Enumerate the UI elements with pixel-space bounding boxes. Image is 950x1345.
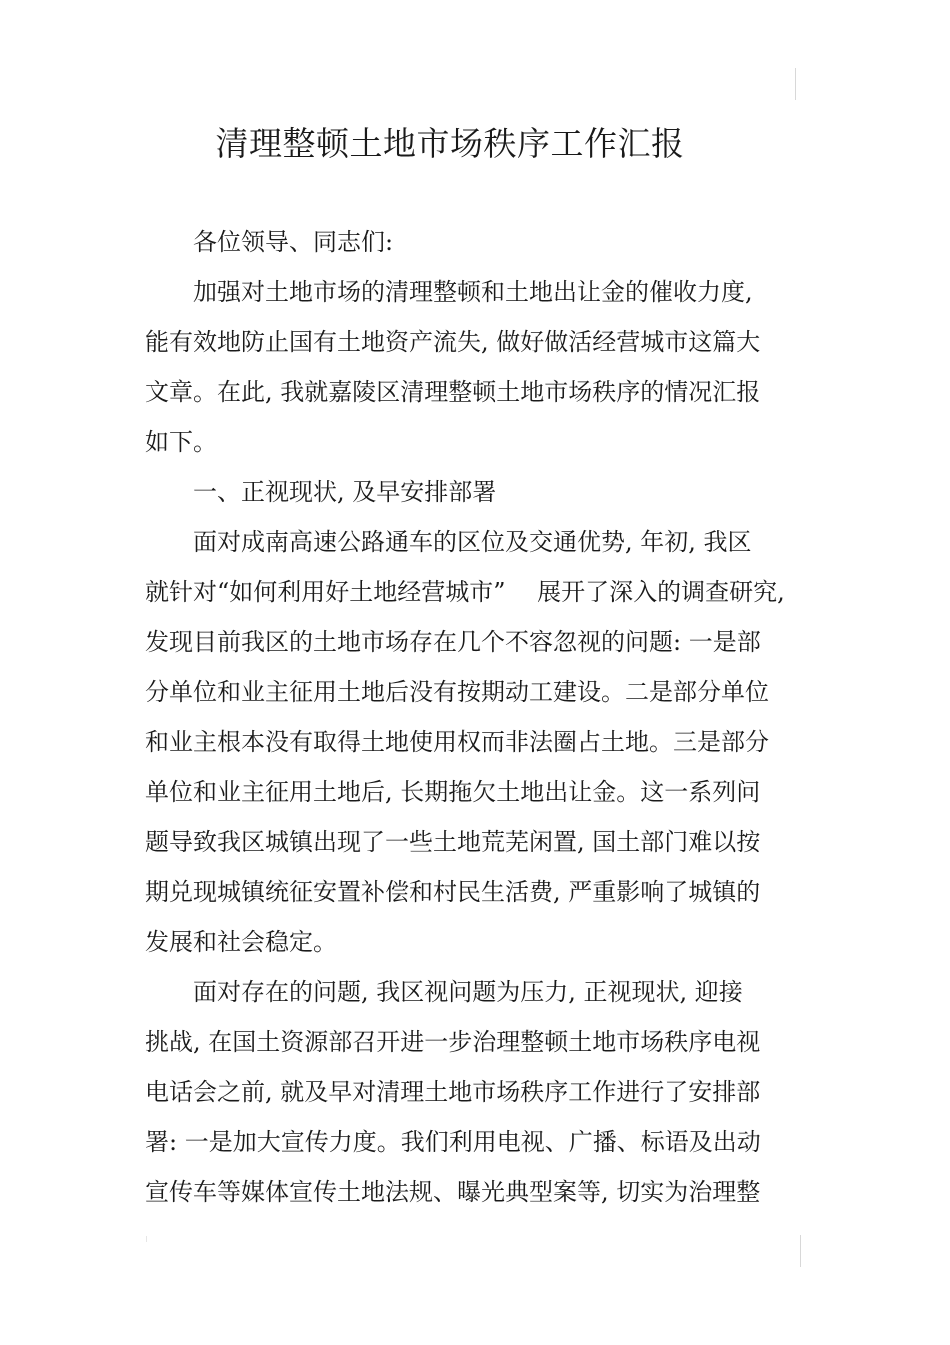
page-corner-mark bbox=[800, 1235, 801, 1267]
page-corner-mark bbox=[795, 68, 796, 100]
paragraph-line: 就针对“如何利用好土地经营城市” 展开了深入的调查研究, bbox=[145, 578, 785, 606]
document-title: 清理整顿土地市场秩序工作汇报 bbox=[215, 124, 685, 163]
page-corner-mark bbox=[146, 1236, 147, 1242]
paragraph-line: 电话会之前, 就及早对清理土地市场秩序工作进行了安排部 bbox=[145, 1078, 761, 1106]
paragraph-line: 发展和社会稳定。 bbox=[145, 928, 337, 956]
section-heading: 一、正视现状, 及早安排部署 bbox=[193, 478, 497, 506]
paragraph-line: 宣传车等媒体宣传土地法规、曝光典型案等, 切实为治理整 bbox=[145, 1178, 761, 1206]
paragraph-line: 期兑现城镇统征安置补偿和村民生活费, 严重影响了城镇的 bbox=[145, 878, 761, 906]
paragraph-line: 加强对土地市场的清理整顿和土地出让金的催收力度, bbox=[193, 278, 753, 306]
paragraph-line: 单位和业主征用土地后, 长期拖欠土地出让金。这一系列问 bbox=[145, 778, 761, 806]
paragraph-line: 和业主根本没有取得土地使用权而非法圈占土地。三是部分 bbox=[145, 728, 769, 756]
paragraph-line: 发现目前我区的土地市场存在几个不容忽视的问题: 一是部 bbox=[145, 628, 761, 656]
paragraph-line: 如下。 bbox=[145, 428, 217, 456]
paragraph-line: 署: 一是加大宣传力度。我们利用电视、广播、标语及出动 bbox=[145, 1128, 761, 1156]
paragraph-line: 分单位和业主征用土地后没有按期动工建设。二是部分单位 bbox=[145, 678, 769, 706]
paragraph-line: 挑战, 在国土资源部召开进一步治理整顿土地市场秩序电视 bbox=[145, 1028, 761, 1056]
paragraph-line: 面对成南高速公路通车的区位及交通优势, 年初, 我区 bbox=[193, 528, 752, 556]
paragraph-line: 能有效地防止国有土地资产流失, 做好做活经营城市这篇大 bbox=[145, 328, 761, 356]
paragraph-line: 文章。在此, 我就嘉陵区清理整顿土地市场秩序的情况汇报 bbox=[145, 378, 761, 406]
paragraph-line: 题导致我区城镇出现了一些土地荒芜闲置, 国土部门难以按 bbox=[145, 828, 761, 856]
salutation: 各位领导、同志们: bbox=[193, 228, 394, 256]
paragraph-line: 面对存在的问题, 我区视问题为压力, 正视现状, 迎接 bbox=[193, 978, 743, 1006]
